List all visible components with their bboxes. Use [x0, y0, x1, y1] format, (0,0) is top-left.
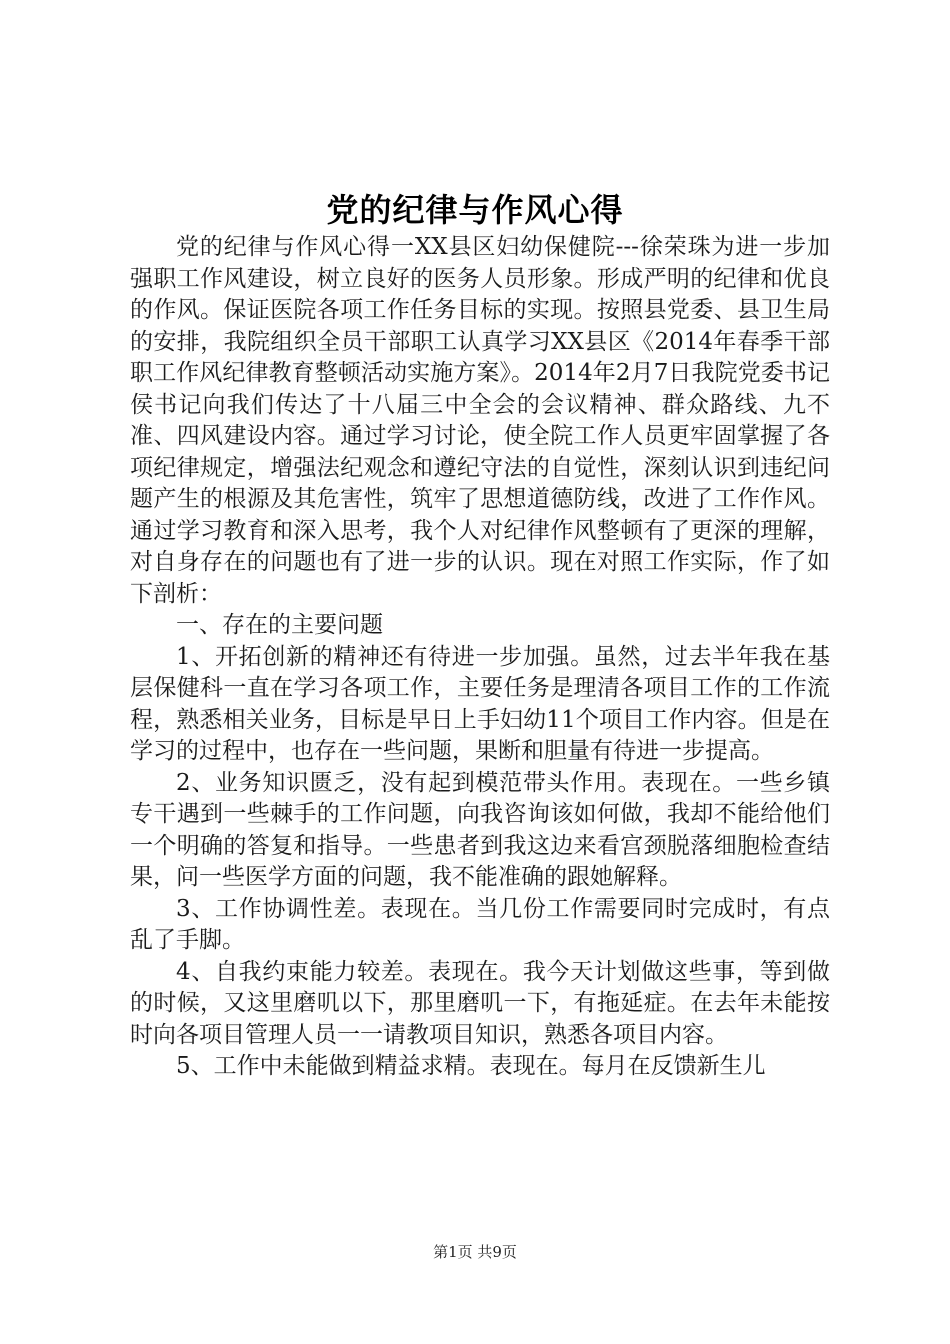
page-number-footer: 第1页 共9页 [433, 1243, 517, 1261]
paragraph-intro: 党的纪律与作风心得一XX县区妇幼保健院---徐荣珠为进一步加强职工作风建设，树立良好的医务人员形象。形成严明的纪律和优良的作风。保证医院各项工作任务目标的实现。按照县党委、县卫生局的安排，我院组织全员干部职工认真学习XX县区《2014年春季干部职工作风纪律教育整顿活动实施方案》。2014年2月7日我院党委书记侯书记向我们传达了十八届三中全会的会议精神、群众路线、九不准、四风建设内容。通过学习讨论，使全院工作人员更牢固掌握了各项纪律规定，增强法纪观念和遵纪守法的自觉性，深刻认识到违纪问题产生的根源及其危害性，筑牢了思想道德防线，改进了工作作风。通过学习教育和深入思考，我个人对纪律作风整顿有了更深的理解，对自身存在的问题也有了进一步的认识。现在对照工作实际，作了如下剖析： [130, 234, 830, 607]
paragraph-issue-2: 2、业务知识匮乏，没有起到模范带头作用。表现在。一些乡镇专干遇到一些棘手的工作问题，向我咨询该如何做，我却不能给他们一个明确的答复和指导。一些患者到我这边来看宫颈脱落细胞检查结果，问一些医学方面的问题，我不能准确的跟她解释。 [130, 769, 830, 890]
paragraph-issue-3: 3、工作协调性差。表现在。当几份工作需要同时完成时，有点乱了手脚。 [130, 895, 830, 953]
document-body [130, 232, 830, 1083]
paragraph-issue-5: 5、工作中未能做到精益求精。表现在。每月在反馈新生儿 [176, 1053, 766, 1079]
paragraph-section-heading: 一、存在的主要问题 [176, 612, 383, 638]
document-title: 党的纪律与作风心得 [326, 191, 624, 229]
paragraph-issue-1: 1、开拓创新的精神还有待进一步加强。虽然，过去半年我在基层保健科一直在学习各项工作，主要任务是理清各项目工作的工作流程，熟悉相关业务，目标是早日上手妇幼11个项目工作内容。但是在学习的过程中，也存在一些问题，果断和胆量有待进一步提高。 [130, 643, 830, 764]
paragraph-issue-4: 4、自我约束能力较差。表现在。我今天计划做这些事，等到做的时候，又这里磨叽以下，那里磨叽一下，有拖延症。在去年未能按时向各项目管理人员一一请教项目知识，熟悉各项目内容。 [130, 958, 830, 1048]
